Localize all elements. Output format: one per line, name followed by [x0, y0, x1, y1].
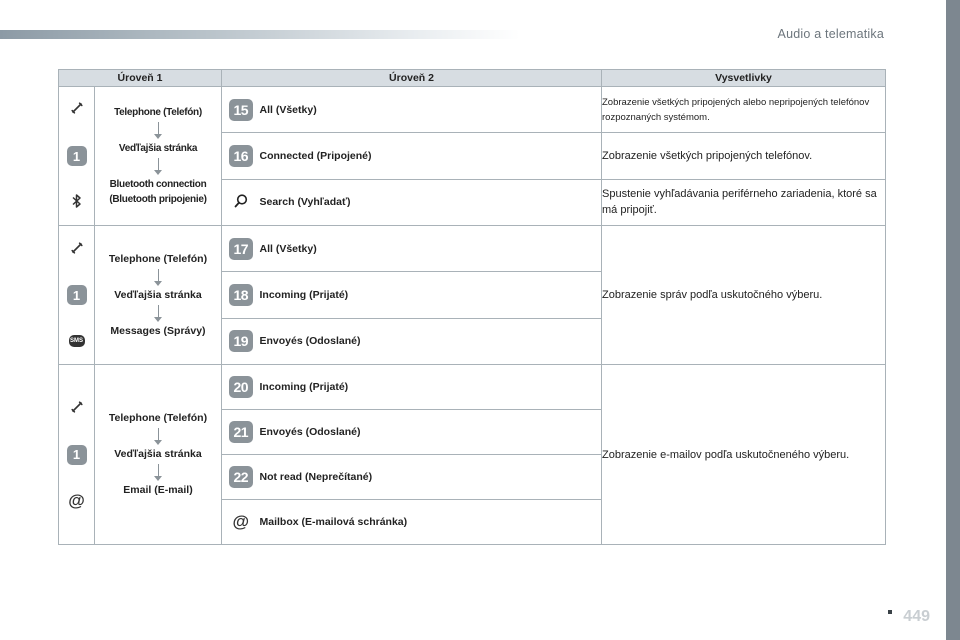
level1-badge: 1 [67, 146, 87, 166]
level1-step: Veďľajšia stránka [118, 143, 198, 154]
level2-badge: 16 [229, 145, 253, 167]
level2-label: All (Všetky) [260, 226, 602, 272]
level2-badge: 17 [229, 238, 253, 260]
phone-icon [70, 241, 84, 258]
level1-icons [59, 365, 95, 545]
at-icon: @ [68, 490, 85, 510]
sms-icon: SMS [69, 335, 85, 347]
page-edge-band [946, 0, 960, 640]
level2-label: Incoming (Prijaté) [260, 272, 602, 318]
column-header-level1: Úroveň 1 [59, 70, 222, 87]
down-arrow-icon [154, 269, 162, 286]
level2-label: All (Všetky) [260, 87, 602, 133]
level1-path [95, 87, 222, 226]
down-arrow-icon [154, 158, 162, 175]
level1-icons [59, 226, 95, 365]
column-header-level2: Úroveň 2 [222, 70, 602, 87]
bluetooth-icon [71, 193, 83, 212]
level1-path [95, 365, 222, 545]
column-header-explanation: Vysvetlivky [602, 70, 886, 87]
level2-badge: 19 [229, 330, 253, 352]
level1-step: Bluetooth connection (Bluetooth pripojenie) [109, 179, 207, 205]
level2-badge: 18 [229, 284, 253, 306]
explanation: Zobrazenie e-mailov podľa uskutočneného výberu. [602, 365, 886, 545]
down-arrow-icon [154, 122, 162, 139]
phone-icon [70, 400, 84, 417]
level1-badge: 1 [67, 445, 87, 465]
level1-step: Messages (Správy) [110, 324, 206, 337]
explanation: Zobrazenie všetkých pripojených alebo nepripojených telefónov rozpoznaných systémom. [602, 87, 886, 133]
level2-label: Connected (Pripojené) [260, 133, 602, 179]
level1-badge: 1 [67, 285, 87, 305]
down-arrow-icon [154, 464, 162, 481]
level2-badge: 20 [229, 376, 253, 398]
page-dot [888, 610, 892, 614]
down-arrow-icon [154, 428, 162, 445]
search-icon [233, 200, 249, 212]
page-number: 449 [903, 608, 930, 625]
level2-label: Incoming (Prijaté) [260, 365, 602, 410]
level2-badge: 21 [229, 421, 253, 443]
level1-step: Veďľajšia stránka [114, 448, 202, 460]
level2-badge: 22 [229, 466, 253, 488]
level1-step: Telephone (Telefón) [114, 107, 202, 118]
level2-badge: 15 [229, 99, 253, 121]
table-row [59, 365, 886, 410]
level2-label: Envoyés (Odoslané) [260, 318, 602, 364]
level1-step: Email (E-mail) [123, 484, 193, 496]
table-header-row [59, 70, 886, 87]
level1-path [95, 226, 222, 365]
explanation: Spustenie vyhľadávania periférneho zariadenia, ktoré sa má pripojiť. [602, 179, 886, 225]
at-icon: @ [232, 512, 250, 531]
level1-icons [59, 87, 95, 226]
table-row [59, 87, 886, 133]
level1-step: Telephone (Telefón) [108, 412, 208, 424]
section-title: Audio a telematika [777, 27, 884, 41]
level2-label: Envoyés (Odoslané) [260, 410, 602, 455]
menu-table [58, 69, 886, 545]
explanation: Zobrazenie všetkých pripojených telefónov. [602, 133, 886, 179]
phone-icon [70, 101, 84, 120]
level2-label: Search (Vyhľadať) [260, 179, 602, 225]
level1-step: Telephone (Telefón) [108, 252, 208, 265]
down-arrow-icon [154, 305, 162, 322]
explanation: Zobrazenie správ podľa uskutočného výberu. [602, 226, 886, 365]
level2-label: Mailbox (E-mailová schránka) [260, 500, 602, 545]
level1-step: Veďľajšia stránka [114, 288, 202, 301]
level2-label: Not read (Neprečítané) [260, 455, 602, 500]
header-gradient-bar [0, 30, 520, 39]
table-row [59, 226, 886, 272]
